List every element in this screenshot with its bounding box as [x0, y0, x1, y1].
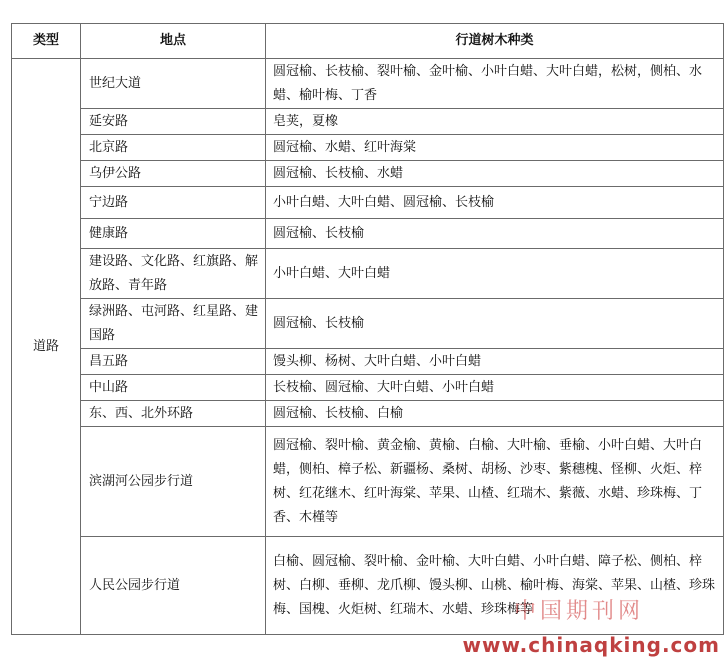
trees-cell: 圆冠榆、长枝榆、裂叶榆、金叶榆、小叶白蜡、大叶白蜡，松树，侧柏、水蜡、榆叶梅、丁香: [266, 59, 724, 109]
trees-cell: 圆冠榆、长枝榆: [266, 219, 724, 249]
place-cell: 宁边路: [81, 187, 266, 219]
place-cell: 昌五路: [81, 349, 266, 375]
table-row: [12, 135, 724, 161]
place-cell: 延安路: [81, 109, 266, 135]
place-cell: 人民公园步行道: [81, 537, 266, 635]
trees-cell: 圆冠榆、长枝榆: [266, 299, 724, 349]
watermark-url: www.chinaqking.com: [462, 633, 720, 657]
watermark-text: 中国期刊网: [513, 599, 644, 624]
table-row: [12, 299, 724, 349]
table-row: [12, 349, 724, 375]
type-cell: 道路: [12, 59, 81, 635]
trees-cell: 圆冠榆、裂叶榆、黄金榆、黄榆、白榆、大叶榆、垂榆、小叶白蜡、大叶白蜡，侧柏、樟子松、新疆杨、桑树、胡杨、沙枣、紫穗槐、怪柳、火炬、梓树、红花继木、红叶海棠、苹果、山楂、红瑞木、紫薇、水蜡、珍珠梅、丁香、木槿等: [266, 427, 724, 537]
trees-cell: 白榆、圆冠榆、裂叶榆、金叶榆、大叶白蜡、小叶白蜡、障子松、侧柏、梓树、白柳、垂柳、龙爪柳、馒头柳、山桃、榆叶梅、海棠、苹果、山楂、珍珠梅、国槐、火炬树、红瑞木、水蜡、珍珠梅等: [266, 537, 724, 635]
table-row: [12, 109, 724, 135]
place-cell: 乌伊公路: [81, 161, 266, 187]
trees-cell: 皂荚，夏橡: [266, 109, 724, 135]
place-cell: 健康路: [81, 219, 266, 249]
table-row: [12, 427, 724, 537]
place-cell: 绿洲路、屯河路、红星路、建国路: [81, 299, 266, 349]
table-header-row: [12, 24, 724, 59]
header-type: 类型: [12, 24, 81, 59]
header-place: 地点: [81, 24, 266, 59]
trees-cell: 圆冠榆、长枝榆、白榆: [266, 401, 724, 427]
trees-cell: 小叶白蜡、大叶白蜡: [266, 249, 724, 299]
place-cell: 东、西、北外环路: [81, 401, 266, 427]
table-row: [12, 59, 724, 109]
header-tree-species: 行道树木种类: [266, 24, 724, 59]
table-row: [12, 537, 724, 635]
table-row: [12, 401, 724, 427]
table-row: [12, 219, 724, 249]
place-cell: 滨湖河公园步行道: [81, 427, 266, 537]
trees-cell: 馒头柳、杨树、大叶白蜡、小叶白蜡: [266, 349, 724, 375]
trees-cell: 长枝榆、圆冠榆、大叶白蜡、小叶白蜡: [266, 375, 724, 401]
trees-cell: 小叶白蜡、大叶白蜡、圆冠榆、长枝榆: [266, 187, 724, 219]
table-row: [12, 187, 724, 219]
place-cell: 世纪大道: [81, 59, 266, 109]
trees-cell: 圆冠榆、水蜡、红叶海棠: [266, 135, 724, 161]
place-cell: 北京路: [81, 135, 266, 161]
table-row: [12, 249, 724, 299]
trees-cell: 圆冠榆、长枝榆、水蜡: [266, 161, 724, 187]
place-cell: 中山路: [81, 375, 266, 401]
table-row: [12, 375, 724, 401]
street-tree-table: [11, 23, 724, 635]
place-cell: 建设路、文化路、红旗路、解放路、青年路: [81, 249, 266, 299]
table-row: [12, 161, 724, 187]
